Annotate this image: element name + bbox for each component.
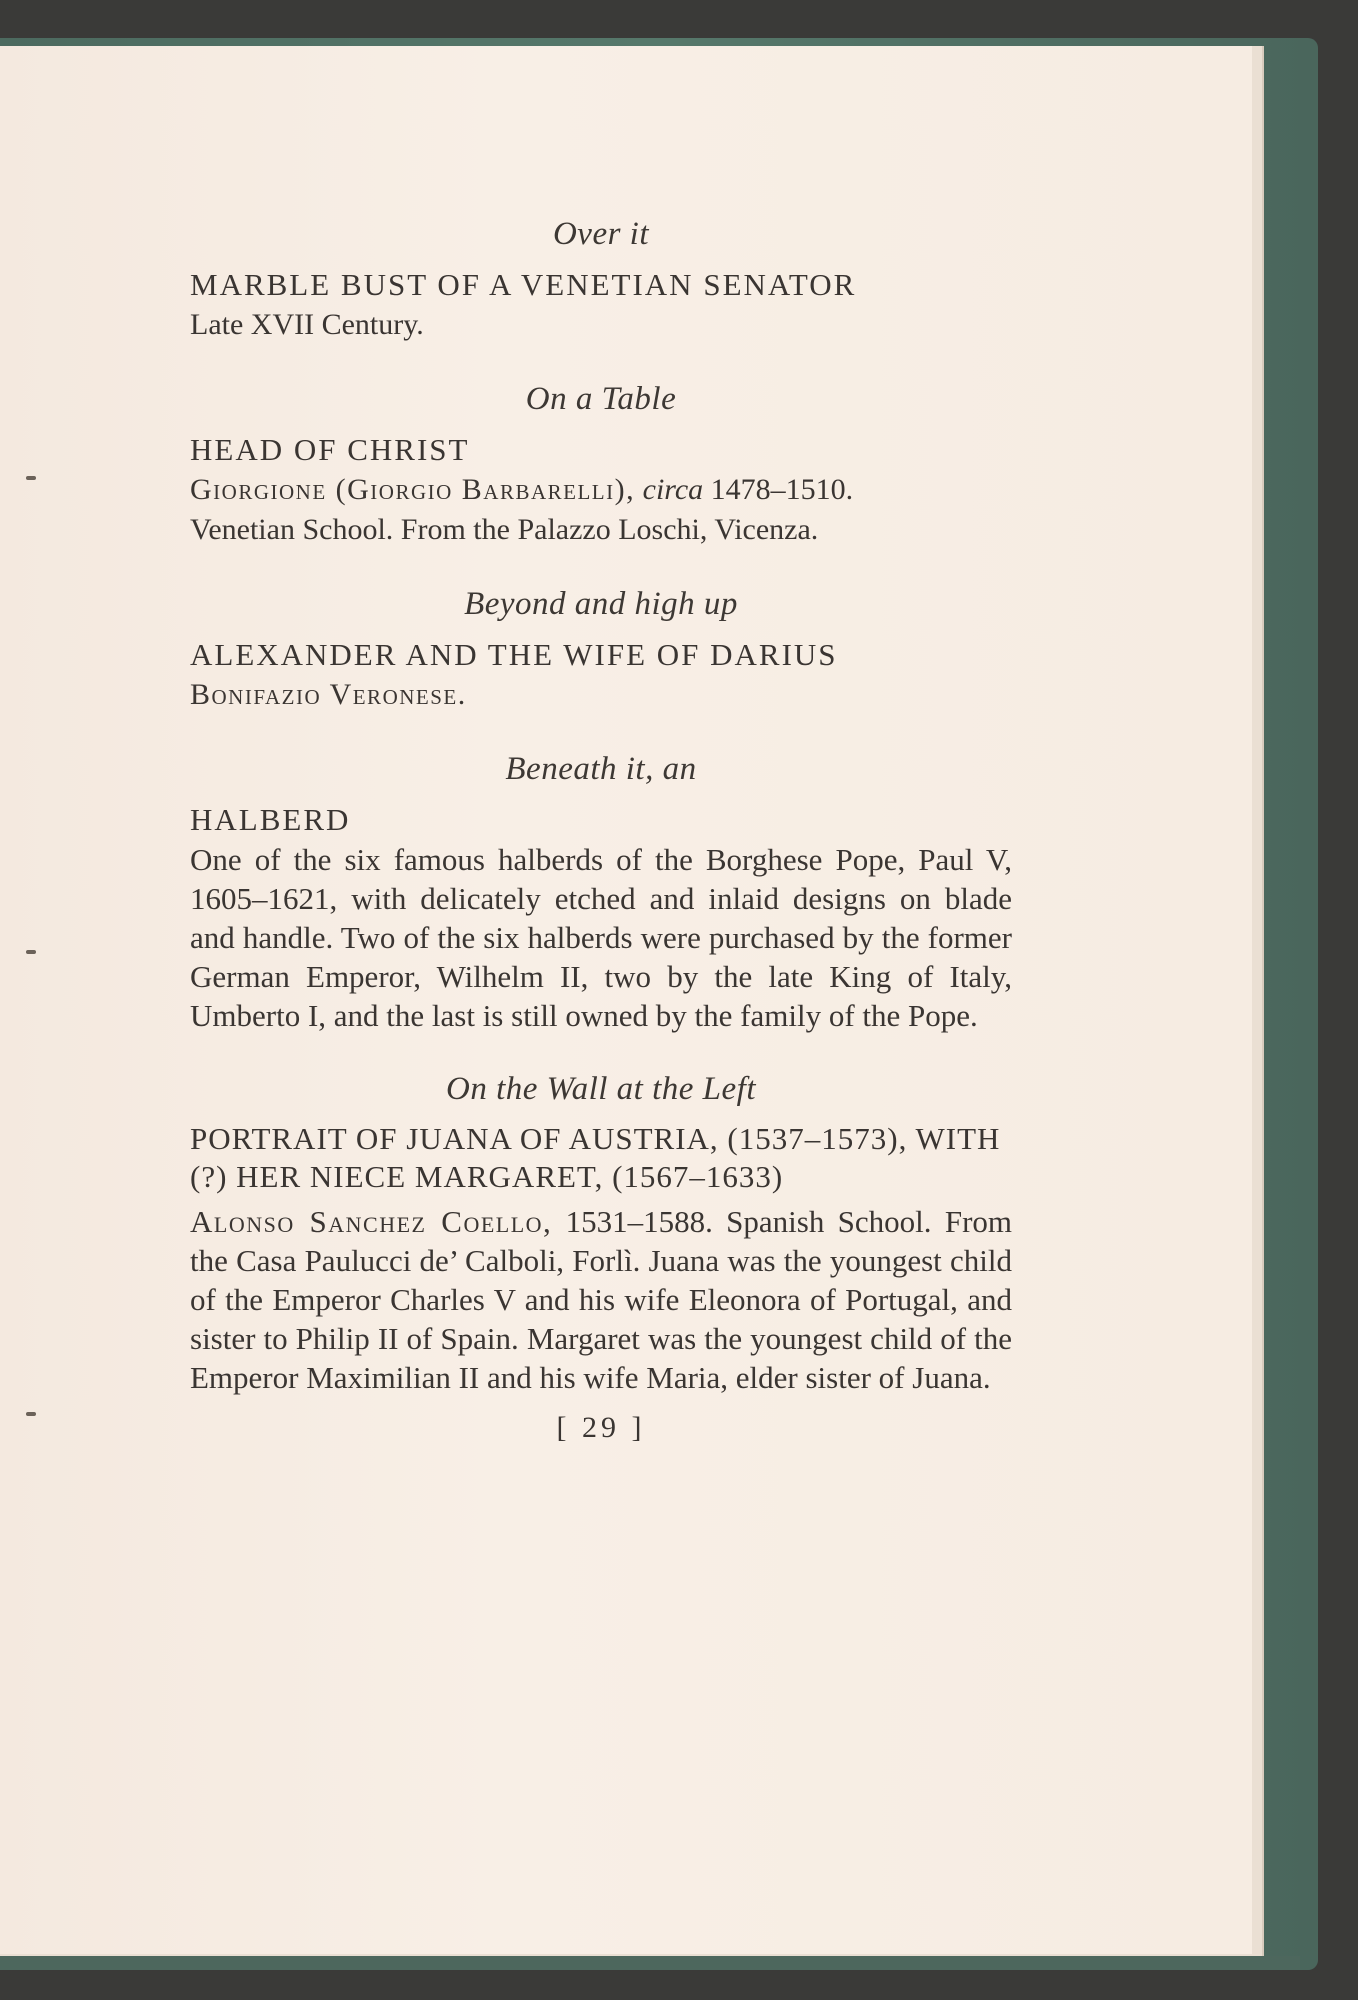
section-head-of-christ [190,381,1012,550]
page-number: [ 29 ] [556,1411,646,1444]
artwork-title: PORTRAIT OF JUANA OF AUSTRIA, (1537–1573), WITH (?) HER NIECE MARGARET, (1567–1633) [190,1121,1001,1194]
binding-thread-mark [26,1412,36,1416]
artwork-title: HEAD OF CHRIST [190,432,470,467]
section-bust [190,216,1012,345]
section-alexander [190,586,1012,715]
artwork-provenance: Venetian School. From the Palazzo Loschi, Vicenza. [190,513,819,546]
book-page [0,46,1252,1954]
artist-name: Bonifazio Veronese. [190,678,467,711]
artwork-attribution: Late XVII Century. [190,308,424,341]
artwork-title: HALBERD [190,802,351,837]
artwork-description: One of the six famous halberds of the Borghese Pope, Paul V, 1605–1621, with delicately etched and inlaid designs on blade and handle. Two of the six halberds were purchased by the former German Emperor, Wilhelm II, two by the late King of Italy, Umberto I, and the last is still owned by the family of the Pope. [190,842,1012,1033]
artwork-description: 1531–1588. Spanish School. From the Casa Paulucci de’ Calboli, Forlì. Juana was the youngest child of the Emperor Charles V and his wife Eleonora of Portugal, and sister to Philip II of Spain. Margaret was the youngest child of the Emperor Maximilian II and his wife Maria, elder sister of Juana. [190,1204,1013,1395]
section-heading: Over it [552,216,650,252]
page-content [190,216,1012,1445]
circa-label: circa [642,473,704,506]
section-heading: Beneath it, an [505,751,697,787]
artwork-attribution-and-description [190,1202,1012,1397]
section-heading: Beyond and high up [464,586,738,622]
artist-name: Giorgione (Giorgio Barbarelli), [190,473,636,506]
binding-thread-mark [26,950,36,954]
artwork-title: MARBLE BUST OF A VENETIAN SENATOR [190,267,857,302]
artist-name: Alonso Sanchez Coello, [190,1204,553,1239]
section-heading: On a Table [525,381,677,417]
binding-thread-mark [26,476,36,480]
section-portrait [190,1071,1012,1397]
cover-bottom-edge [0,1956,1300,1970]
artwork-attribution [190,470,1012,510]
artwork-title: ALEXANDER AND THE WIFE OF DARIUS [190,637,838,672]
artist-dates: 1478–1510. [710,473,854,506]
section-halberd [190,751,1012,1035]
section-heading: On the Wall at the Left [445,1071,756,1107]
